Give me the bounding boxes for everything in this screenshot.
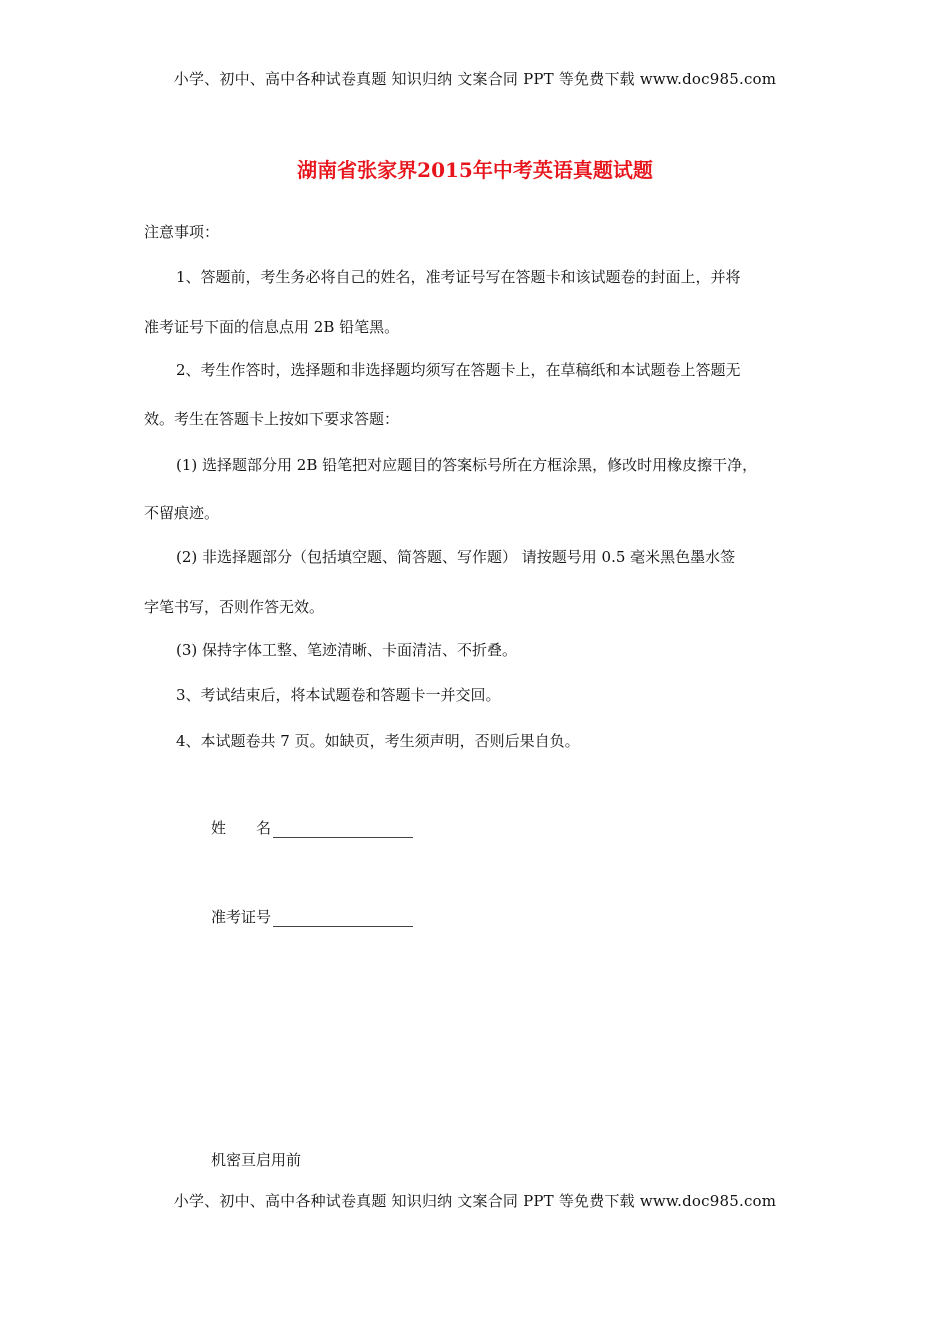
- note-line-3: 2、考生作答时，选择题和非选择题均须写在答题卡上，在草稿纸和本试题卷上答题无: [176, 361, 741, 379]
- page-header: 小学、初中、高中各种试卷真题 知识归纳 文案合同 PPT 等免费下载 www.doc985.com: [173, 70, 777, 88]
- note-line-2: 准考证号下面的信息点用 2B 铅笔黑。: [144, 318, 400, 336]
- note-line-4: 效。考生在答题卡上按如下要求答题：: [144, 410, 400, 428]
- name-field: [211, 817, 413, 838]
- page-footer: 小学、初中、高中各种试卷真题 知识归纳 文案合同 PPT 等免费下载 www.doc985.com: [173, 1192, 777, 1210]
- note-line-1: 1、答题前，考生务必将自己的姓名，准考证号写在答题卡和该试题卷的封面上，并将: [176, 268, 741, 286]
- exam-id-label: 准考证号: [211, 908, 272, 926]
- exam-id-blank-line[interactable]: [273, 910, 413, 927]
- note-line-5: (1) 选择题部分用 2B 铅笔把对应题目的答案标号所在方框涂黑，修改时用橡皮擦干净，: [176, 456, 758, 474]
- note-line-10: 3、考试结束后，将本试题卷和答题卡一并交回。: [176, 686, 501, 704]
- note-line-6: 不留痕迹。: [144, 504, 220, 522]
- notes-heading: 注意事项：: [144, 223, 220, 241]
- name-blank-line[interactable]: [273, 821, 413, 838]
- note-line-7: (2) 非选择题部分（包括填空题、简答题、写作题） 请按题号用 0.5 毫米黑色墨水签: [176, 548, 736, 566]
- note-line-8: 字笔书写，否则作答无效。: [144, 598, 325, 616]
- exam-id-field: [211, 906, 413, 927]
- note-line-9: (3) 保持字体工整、笔迹清晰、卡面清洁、不折叠。: [176, 641, 518, 659]
- document-title: 湖南省张家界2015年中考英语真题试题: [297, 158, 653, 182]
- confidential-label: 机密亘启用前: [211, 1151, 302, 1169]
- note-line-11: 4、本试题卷共 7 页。如缺页，考生须声明，否则后果自负。: [176, 732, 580, 750]
- name-label-first: 姓: [211, 819, 227, 837]
- name-label-second: 名: [256, 819, 272, 837]
